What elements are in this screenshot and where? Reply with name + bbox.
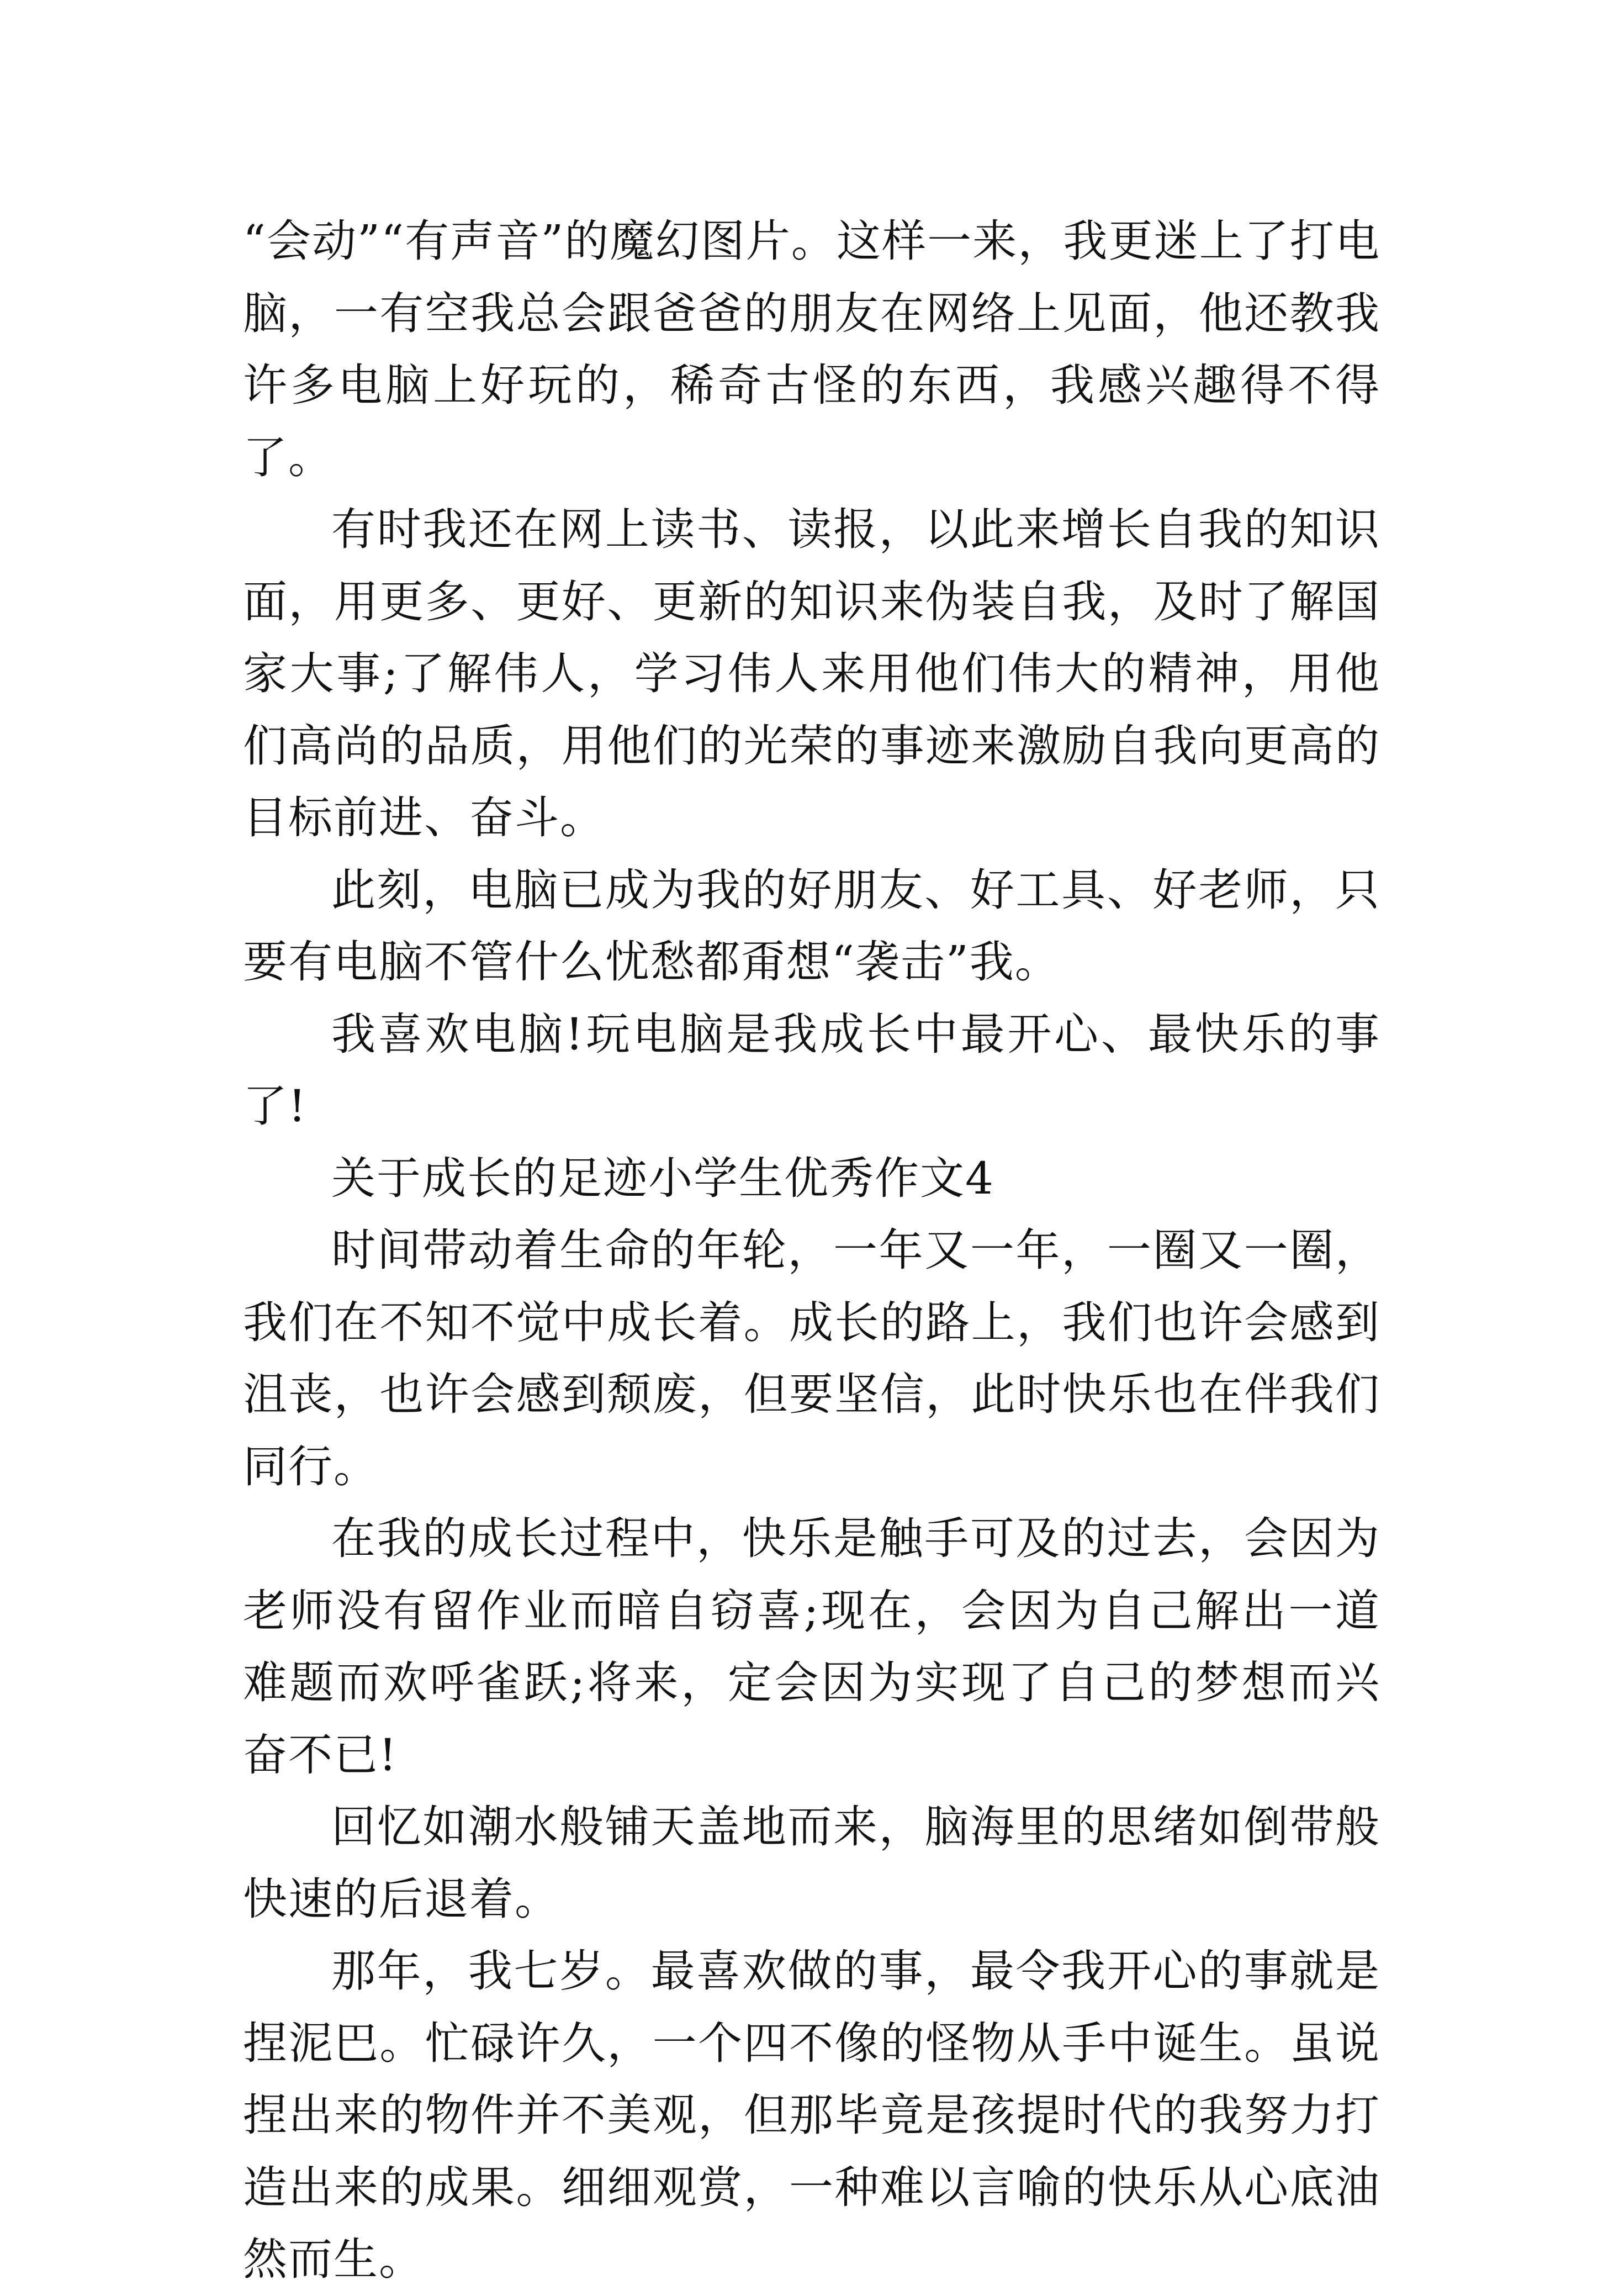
- paragraph: 在我的成长过程中，快乐是触手可及的过去，会因为老师没有留作业而暗自窃喜;现在，会因为自己解出一道难题而欢呼雀跃;将来，定会因为实现了自己的梦想而兴奋不已!: [243, 1513, 1380, 1781]
- paragraph: 我喜欢电脑!玩电脑是我成长中最开心、最快乐的事了!: [243, 1008, 1380, 1132]
- paragraph: 那年，我七岁。最喜欢做的事，最令我开心的事就是捏泥巴。忙碌许久，一个四不像的怪物从手中诞生。虽说捏出来的物件并不美观，但那毕竟是孩提时代的我努力打造出来的成果。细细观赏，一种难以言喻的快乐从心底油然而生。: [243, 1945, 1380, 2285]
- paragraph: “会动”“有声音”的魔幻图片。这样一来，我更迷上了打电脑，一有空我总会跟爸爸的朋友在网络上见面，他还教我许多电脑上好玩的，稀奇古怪的东西，我感兴趣得不得了。: [243, 215, 1380, 483]
- section-title: 关于成长的足迹小学生优秀作文4: [331, 1152, 994, 1204]
- paragraph: 此刻，电脑已成为我的好朋友、好工具、好老师，只要有电脑不管什么忧愁都甭想“袭击”我。: [243, 864, 1380, 988]
- paragraph: 时间带动着生命的年轮，一年又一年，一圈又一圈，我们在不知不觉中成长着。成长的路上，我们也许会感到沮丧，也许会感到颓废，但要坚信，此时快乐也在伴我们同行。: [243, 1224, 1380, 1492]
- paragraph: 有时我还在网上读书、读报，以此来增长自我的知识面，用更多、更好、更新的知识来伪装自我，及时了解国家大事;了解伟人，学习伟人来用他们伟大的精神，用他们高尚的品质，用他们的光荣的事迹来激励自我向更高的目标前进、奋斗。: [243, 504, 1380, 843]
- essay-body: [243, 205, 1380, 2296]
- paragraph: 回忆如潮水般铺天盖地而来，脑海里的思绪如倒带般快速的后退着。: [243, 1801, 1380, 1925]
